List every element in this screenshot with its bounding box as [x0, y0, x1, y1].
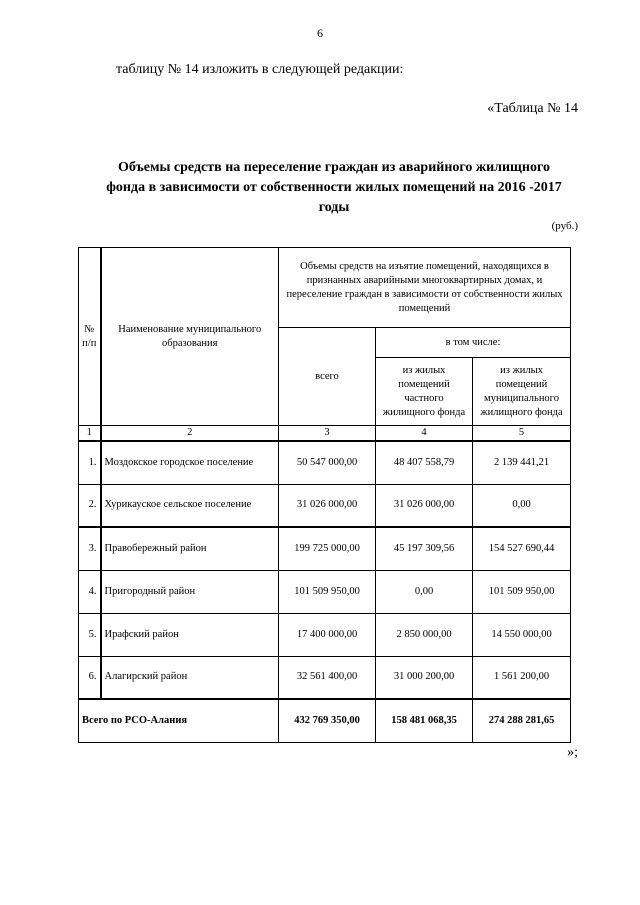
private-amount: 45 197 309,56: [376, 527, 473, 570]
table-row: [79, 656, 571, 699]
table-caption: «Таблица № 14: [487, 101, 578, 116]
table-row: [79, 441, 571, 484]
municipal-amount: 2 139 441,21: [473, 441, 571, 484]
private-amount: 31 026 000,00: [376, 484, 473, 527]
row-number: 4.: [79, 570, 101, 613]
row-number: 1.: [79, 441, 101, 484]
private-amount: 0,00: [376, 570, 473, 613]
header-group: Объемы средств на изъятие помещений, находящихся в признанных аварийными многоквартирных домах, и переселение граждан в зависимости от собственности жилых помещений: [279, 248, 571, 328]
municipality-name: Моздокское городское поселение: [101, 441, 279, 484]
private-amount: 48 407 558,79: [376, 441, 473, 484]
table-row: [79, 484, 571, 527]
table-row: [79, 527, 571, 570]
municipal-amount: 0,00: [473, 484, 571, 527]
municipality-name: Пригородный район: [101, 570, 279, 613]
grand-total-municipal: 274 288 281,65: [473, 699, 571, 742]
row-number: 2.: [79, 484, 101, 527]
funding-table: [78, 247, 571, 743]
municipality-name: Хурикауское сельское поселение: [101, 484, 279, 527]
column-numbers-row: [79, 426, 571, 442]
closing-mark: »;: [567, 745, 578, 760]
municipal-amount: 1 561 200,00: [473, 656, 571, 699]
total-amount: 17 400 000,00: [279, 613, 376, 656]
unit-label: (руб.): [551, 220, 578, 232]
header-row-1: [79, 248, 571, 328]
total-amount: 199 725 000,00: [279, 527, 376, 570]
title-line-2: фонда в зависимости от собственности жилых помещений на 2016 -2017: [106, 180, 562, 195]
municipality-name: Алагирский район: [101, 656, 279, 699]
grand-total-amount: 432 769 350,00: [279, 699, 376, 742]
header-name: Наименование муниципального образования: [101, 248, 279, 426]
grand-total-label: Всего по РСО-Алания: [79, 699, 279, 742]
total-amount: 31 026 000,00: [279, 484, 376, 527]
private-amount: 31 000 200,00: [376, 656, 473, 699]
column-number: 1: [79, 426, 101, 442]
grand-total-row: [79, 699, 571, 742]
title-line-3: годы: [318, 200, 350, 215]
header-including: в том числе:: [376, 328, 571, 358]
column-number: 5: [473, 426, 571, 442]
column-number: 2: [101, 426, 279, 442]
title-line-1: Объемы средств на переселение граждан из аварийного жилищного: [118, 160, 550, 175]
total-amount: 50 547 000,00: [279, 441, 376, 484]
header-no: № п/п: [79, 248, 101, 426]
municipality-name: Правобережный район: [101, 527, 279, 570]
row-number: 6.: [79, 656, 101, 699]
column-number: 3: [279, 426, 376, 442]
intro-text: таблицу № 14 изложить в следующей редакции:: [116, 62, 404, 77]
document-title: [84, 158, 584, 218]
table-row: [79, 570, 571, 613]
header-total: всего: [279, 328, 376, 426]
row-number: 3.: [79, 527, 101, 570]
header-municipal: из жилых помещений муниципального жилищного фонда: [473, 358, 571, 426]
municipality-name: Ирафский район: [101, 613, 279, 656]
header-private: из жилых помещений частного жилищного фонда: [376, 358, 473, 426]
municipal-amount: 101 509 950,00: [473, 570, 571, 613]
municipal-amount: 154 527 690,44: [473, 527, 571, 570]
column-number: 4: [376, 426, 473, 442]
row-number: 5.: [79, 613, 101, 656]
grand-total-private: 158 481 068,35: [376, 699, 473, 742]
total-amount: 32 561 400,00: [279, 656, 376, 699]
total-amount: 101 509 950,00: [279, 570, 376, 613]
private-amount: 2 850 000,00: [376, 613, 473, 656]
page-number: 6: [317, 26, 323, 40]
municipal-amount: 14 550 000,00: [473, 613, 571, 656]
table-row: [79, 613, 571, 656]
